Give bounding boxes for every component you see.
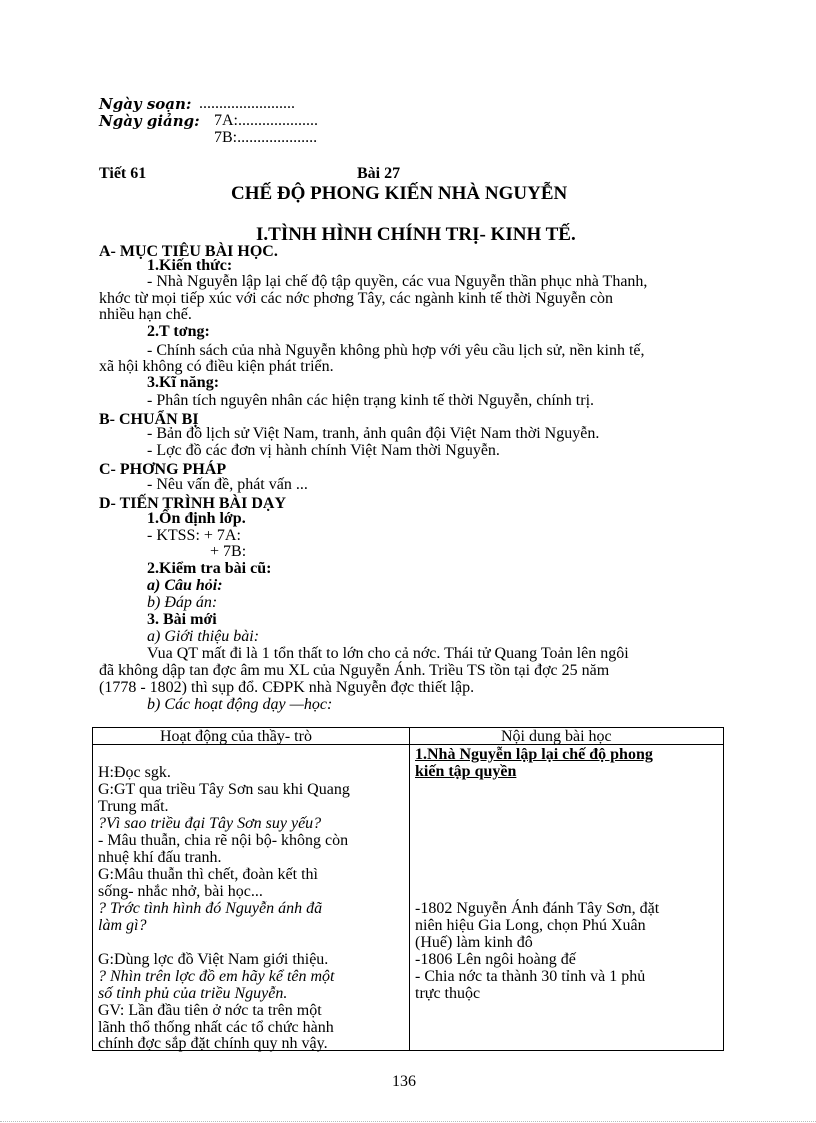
ki-nang-heading: 3.Kĩ năng: (147, 374, 220, 391)
page-bottom-divider (0, 1121, 816, 1122)
bai-number: Bài 27 (357, 165, 401, 182)
bai-moi-heading: 3. Bài mới (147, 611, 217, 628)
content-line: trực thuộc (415, 985, 481, 1002)
activity-line: GV: Lần đầu tiên ở nớc ta trên một (98, 1002, 322, 1019)
tu-tuong-heading: 2.T tơng: (147, 323, 210, 340)
kien-thuc-line: nhiều hạn chế. (99, 306, 192, 323)
activity-line: - Mâu thuẫn, chia rẽ nội bộ- không còn (98, 832, 349, 849)
table-header-right: Nội dung bài học (501, 728, 612, 745)
section-b-heading: B- CHUẨN BỊ (99, 411, 199, 428)
gioi-thieu-label: a) Giới thiệu bài: (147, 628, 260, 645)
activity-line: lãnh thổ thống nhất các tổ chức hành (98, 1019, 334, 1036)
class-7b: 7B:.................... (214, 129, 318, 146)
on-dinh-heading: 1.Ổn định lớp. (147, 510, 246, 527)
kien-thuc-heading: 1.Kiến thức: (147, 257, 233, 274)
dap-an-label: b) Đáp án: (147, 594, 218, 611)
class-7a: 7A:.................... (214, 112, 318, 129)
section-d-heading: D- TIẾN TRÌNH BÀI DẠY (99, 495, 286, 512)
section-a-heading: A- MỤC TIÊU BÀI HỌC. (99, 243, 278, 260)
activity-line: làm gì? (98, 917, 147, 934)
tu-tuong-line: - Chính sách của nhà Nguyễn không phù hợp với yêu cầu lịch sử, nền kinh tế, (147, 342, 645, 359)
lesson-subtitle: I.TÌNH HÌNH CHÍNH TRỊ- KINH TẾ. (256, 224, 576, 245)
content-line: - Chia nớc ta thành 30 tỉnh và 1 phủ (415, 968, 646, 985)
content-heading: kiến tập quyền (415, 763, 517, 780)
cau-hoi-label: a) Câu hỏi: (147, 577, 223, 594)
table-header-left: Hoạt động của thầy- trò (160, 728, 312, 745)
chuan-bi-line: - Lợc đồ các đơn vị hành chính Việt Nam thời Nguyễn. (147, 442, 500, 459)
kien-thuc-line: khớc từ mọi tiếp xúc với các nớc phơng Tây, các ngành kinh tế thời Nguyễn còn (99, 290, 613, 307)
activity-line: sống- nhắc nhở, bài học... (98, 883, 263, 900)
content-line: (Huế) làm kinh đô (415, 934, 533, 951)
ngay-giang-label: Ngày giảng: (99, 112, 200, 130)
intro-paragraph-line: (1778 - 1802) thì sụp đổ. CĐPK nhà Nguyễn đợc thiết lập. (99, 679, 475, 696)
activity-line: G:Mâu thuẫn thì chết, đoàn kết thì (98, 866, 318, 883)
tu-tuong-line: xã hội không có điều kiện phát triển. (99, 358, 334, 375)
content-line: -1806 Lên ngôi hoàng đế (415, 951, 576, 968)
activity-line: nhuệ khí đấu tranh. (98, 849, 222, 866)
tiet-number: Tiết 61 (99, 165, 147, 182)
lesson-activity-table (92, 727, 724, 1051)
ki-nang-line: - Phân tích nguyên nhân các hiện trạng kinh tế thời Nguyễn, chính trị. (147, 392, 595, 409)
activity-line: số tỉnh phủ của triều Nguyễn. (98, 985, 288, 1002)
intro-paragraph-line: đã không dập tan đợc âm mu XL của Nguyễn Ánh. Triều TS tồn tại đợc 25 năm (99, 662, 610, 679)
kien-thuc-line: - Nhà Nguyễn lập lại chế độ tập quyền, các vua Nguyễn thần phục nhà Thanh, (147, 273, 648, 290)
intro-paragraph-line: Vua QT mất đi là 1 tổn thất to lớn cho cả nớc. Thái tử Quang Toản lên ngôi (147, 645, 629, 662)
activity-line: H:Đọc sgk. (98, 764, 171, 781)
ngay-soan-label: Ngày soạn: (99, 95, 192, 113)
activity-line: ? Nhìn trên lợc đồ em hãy kể tên một (98, 968, 335, 985)
activity-line: G:GT qua triều Tây Sơn sau khi Quang (98, 781, 350, 798)
activity-line: ?Vì sao triều đại Tây Sơn suy yếu? (98, 815, 322, 832)
ktss-line: - KTSS: + 7A: (147, 527, 241, 544)
hoat-dong-label: b) Các hoạt động dạy —học: (147, 696, 333, 713)
activity-line: Trung mất. (98, 798, 169, 815)
chuan-bi-line: - Bản đồ lịch sử Việt Nam, tranh, ảnh quân đội Việt Nam thời Nguyễn. (147, 425, 600, 442)
kiem-tra-heading: 2.Kiểm tra bài cũ: (147, 560, 272, 577)
activity-line: G:Dùng lợc đồ Việt Nam giới thiệu. (98, 951, 329, 968)
page-number: 136 (392, 1073, 416, 1090)
content-heading: 1.Nhà Nguyễn lập lại chế độ phong (415, 746, 653, 763)
ngay-soan-dots: ........................ (199, 95, 295, 112)
activity-line: chính đợc sắp đặt chính quy nh vậy. (98, 1035, 328, 1052)
content-line: -1802 Nguyễn Ánh đánh Tây Sơn, đặt (415, 900, 660, 917)
phuong-phap-line: - Nêu vấn đề, phát vấn ... (147, 476, 308, 493)
section-c-heading: C- PHƠNG PHÁP (99, 461, 227, 478)
ktss-line: + 7B: (210, 543, 247, 560)
lesson-title: CHẾ ĐỘ PHONG KIẾN NHÀ NGUYỄN (231, 183, 568, 204)
activity-line: ? Trớc tình hình đó Nguyễn ánh đã (98, 900, 323, 917)
content-line: niên hiệu Gia Long, chọn Phú Xuân (415, 917, 646, 934)
